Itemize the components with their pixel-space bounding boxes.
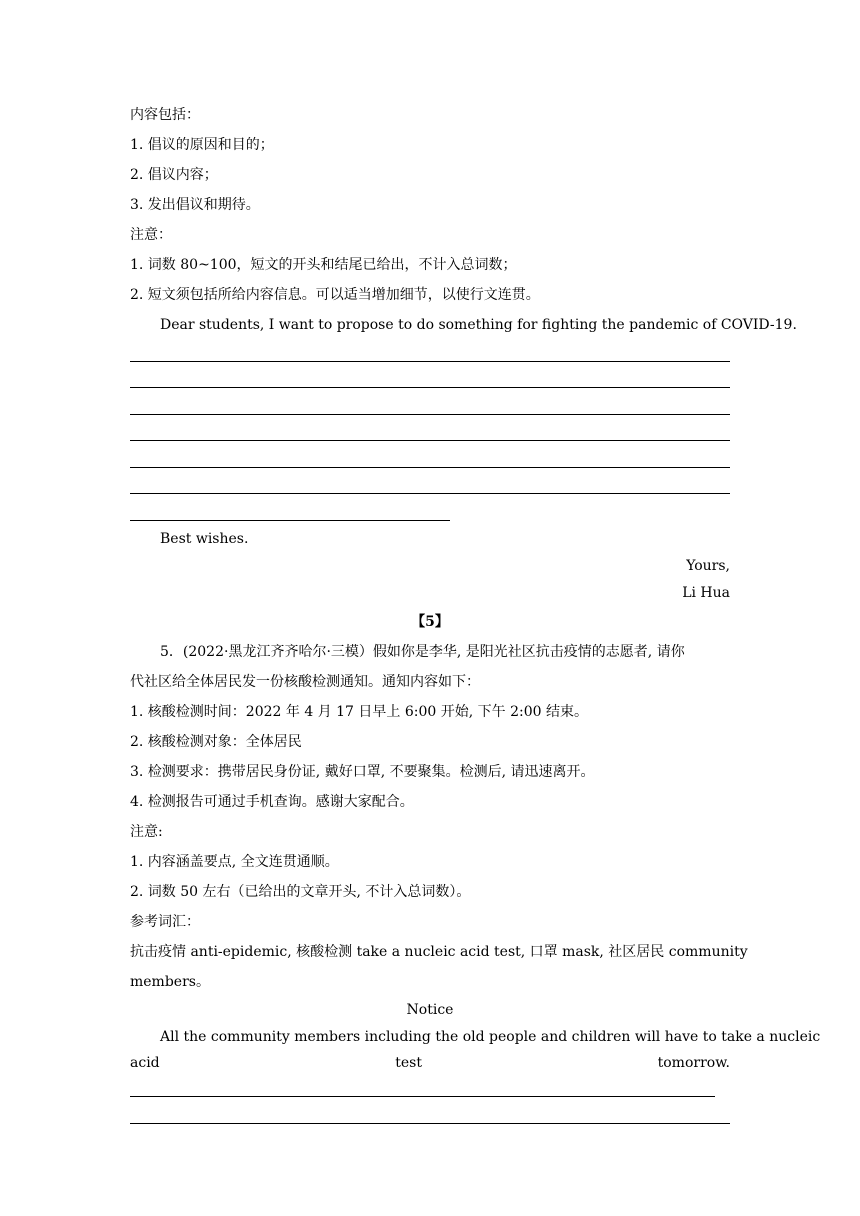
notice-word: tomorrow. — [657, 1054, 730, 1071]
essay-signoff: Yours, — [686, 557, 730, 574]
worksheet-page — [130, 100, 821, 1129]
essay-signature: Li Hua — [682, 584, 730, 601]
answer-line[interactable] — [130, 367, 730, 394]
requirement-item: 4. 检测报告可通过手机查询。感谢大家配合。 — [130, 793, 414, 810]
vocab-heading: 参考词汇： — [130, 913, 200, 930]
question-prompt: 5．(2022·黑龙江齐齐哈尔·三模）假如你是李华, 是阳光社区抗击疫情的志愿者, 请你 — [160, 643, 685, 660]
requirement-item: 3. 检测要求：携带居民身份证, 戴好口罩, 不要聚集。检测后, 请迅速离开。 — [130, 763, 595, 780]
content-item: 1. 倡议的原因和目的； — [130, 137, 274, 153]
notice-word: acid — [130, 1054, 160, 1071]
note-item: 2. 短文须包括所给内容信息。可以适当增加细节，以使行文连贯。 — [130, 287, 540, 303]
notice-word: test — [395, 1054, 422, 1071]
vocab-line: 抗击疫情 anti-epidemic, 核酸检测 take a nucleic acid test, 口罩 mask, 社区居民 community — [130, 943, 748, 960]
answer-line[interactable] — [130, 340, 730, 367]
question-prompt-cont: 代社区给全体居民发一份核酸检测通知。通知内容如下： — [130, 673, 480, 690]
note-item: 1. 内容涵盖要点, 全文连贯通顺。 — [130, 853, 339, 870]
essay-closing: Best wishes. — [160, 530, 249, 547]
answer-line[interactable] — [130, 1102, 730, 1129]
notice-body: All the community members including the old people and children will have to take a nucleic — [160, 1028, 821, 1045]
content-item: 3. 发出倡议和期待。 — [130, 197, 260, 213]
answer-line[interactable] — [130, 420, 730, 447]
answer-line[interactable] — [130, 473, 730, 500]
note-heading: 注意： — [130, 227, 172, 243]
answer-line[interactable] — [130, 393, 730, 420]
answer-line[interactable] — [130, 446, 730, 473]
note-item: 2. 词数 50 左右（已给出的文章开头, 不计入总词数）。 — [130, 883, 471, 900]
section-marker: 【5】 — [411, 613, 449, 630]
requirement-item: 1. 核酸检测时间：2022 年 4 月 17 日早上 6:00 开始, 下午 2:00 结束。 — [130, 703, 588, 720]
content-item: 2. 倡议内容； — [130, 167, 218, 183]
essay-opening: Dear students, I want to propose to do something for fighting the pandemic of COVID-19. — [160, 317, 797, 333]
notice-title: Notice — [406, 1001, 454, 1018]
answer-line[interactable] — [130, 499, 730, 526]
content-heading: 内容包括： — [130, 107, 200, 123]
requirement-item: 2. 核酸检测对象：全体居民 — [130, 733, 302, 750]
note-heading: 注意: — [130, 823, 163, 840]
vocab-line: members。 — [130, 973, 210, 990]
answer-line[interactable] — [130, 1076, 730, 1103]
note-item: 1. 词数 80~100，短文的开头和结尾已给出，不计入总词数； — [130, 257, 517, 273]
notice-body-cont — [130, 1050, 730, 1076]
